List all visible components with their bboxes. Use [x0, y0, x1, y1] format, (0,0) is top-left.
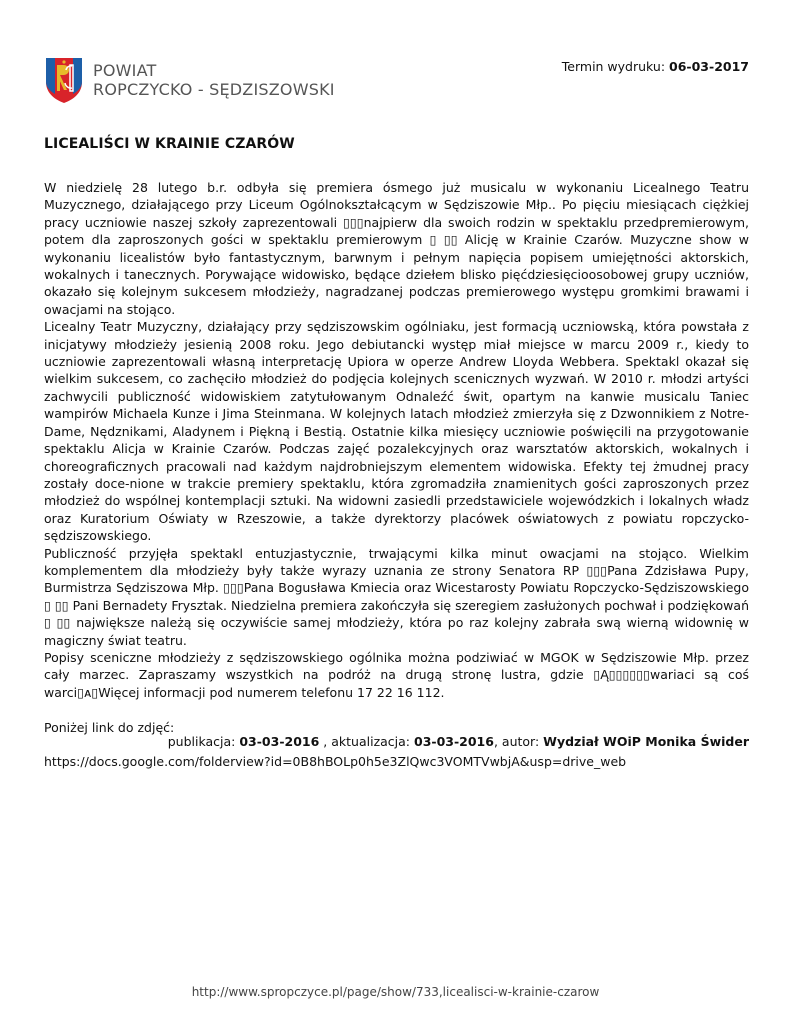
print-date-value: 06-03-2017: [669, 59, 749, 74]
published-label: publikacja:: [167, 734, 236, 749]
publication-meta: [168, 734, 749, 749]
coat-of-arms-logo: [44, 56, 84, 104]
page-header: [44, 56, 749, 106]
article-body: [44, 179, 749, 771]
updated-label: , aktualizacja:: [323, 734, 411, 749]
article-paragraph-2: Licealny Teatr Muzyczny, działający przy sędziszowskim ogólniaku, jest formacją uczniowską, która powstała z inicjatywy młodzieży jesienią 2008 roku. Jego debiutancki występ miał miejsce w marcu 2009 r., kiedy to uczniowie zaprezentowali własną interpretację Upiora w operze Andrew Lloyda Webbera. Spektakl okazał się wielkim sukcesem, co zachęciło młodzież do podjęcia kolejnych scenicznych wyzwań. W 2010 r. młodzi artyści zachwycili publiczność widowiskiem zatytułowanym Odnaleźć świt, opartym na kanwie musicalu Taniec wampirów Michaela Kunze i Jima Steinmana. W kolejnych latach młodzież zmierzyła się z Dzwonnikiem z Notre-Dame, Nędznikami, Aladynem i Piękną i Bestią. Ostatnie kilka miesięcy uczniowie poświęcili na przygotowanie spektaklu Alicja w Krainie Czarów. Podczas zajęć pozalekcyjnych oraz warsztatów aktorskich, wokalnych i choreograficznych pracowali nad każdym najdrobniejszym elementem widowiska. Efekty tej żmudnej pracy zostały doce-nione w trakcie premiery spektaklu, która zgromadziła znamienitych gości zaproszonych przez młodzież do wspólnej kontemplacji sztuki. Na widowni zasiedli przedstawiciele wojewódzkich i lokalnych władz oraz Kuratorium Oświaty w Rzeszowie, a także dyrektorzy placówek oświatowych z powiatu ropczycko-sędziszowskiego.: [44, 319, 749, 544]
article-paragraph-4: Popisy sceniczne młodzieży z sędziszowskiego ogólnika można podziwiać w MGOK w Sędziszowie Młp. przez cały marzec. Zapraszamy wszystkich na podróż na drugą stronę lustra, gdzie ▯Ą▯▯▯▯▯▯wariaci są coś warci▯ᴀ▯Więcej informacji pod numerem telefonu 17 22 16 112.: [44, 649, 749, 700]
brand-line-1: POWIAT: [93, 61, 157, 80]
published-date: 03-03-2016: [239, 734, 320, 749]
photos-label: Poniżej link do zdjęć:: [44, 719, 175, 735]
article-title: LICEALIŚCI W KRAINIE CZARÓW: [44, 136, 295, 152]
author-name: Wydział WOiP Monika Świder: [543, 734, 749, 749]
print-date: [562, 59, 749, 74]
photos-link[interactable]: https://docs.google.com/folderview?id=0B8hBOLp0h5e3ZlQwc3VOMTVwbjA&usp=drive_web: [44, 754, 627, 770]
footer-url: http://www.spropczyce.pl/page/show/733,licealisci-w-krainie-czarow: [191, 985, 600, 999]
brand-name: [93, 61, 335, 99]
author-label: , autor:: [493, 734, 540, 749]
print-date-label: Termin wydruku:: [561, 59, 666, 74]
article-paragraph-3: Publiczność przyjęła spektakl entuzjastycznie, trwającymi kilka minut owacjami na stojąco. Wielkim komplementem dla młodzieży były także wyrazy uznania ze strony Senatora RP ▯▯▯Pana Zdzisława Pupy, Burmistrza Sędziszowa Młp. ▯▯▯Pana Bogusława Kmiecia oraz Wicestarosty Powiatu Ropczycko-Sędziszowskiego ▯ ▯▯ Pani Bernadety Frysztak. Niedzielna premiera zakończyła się szeregiem zasłużonych pochwał i podziękowań ▯ ▯▯ największe należą się oczywiście samej młodzieży, która po raz kolejny zabrała swą wierną widownię w magiczny świat teatru.: [44, 545, 749, 648]
article-paragraph-1: W niedzielę 28 lutego b.r. odbyła się premiera ósmego już musicalu w wykonaniu Licealnego Teatru Muzycznego, działającego przy Liceum Ogólnokształcącym w Sędziszowie Młp.. Po pięciu miesiącach ciężkiej pracy uczniowie naszej szkoły zaprezentowali ▯▯▯najpierw dla swoich rodzin w spektaklu przedpremierowym, potem dla zaproszonych gości w spektaklu premierowym ▯ ▯▯ Alicję w Krainie Czarów. Muzyczne show w wykonaniu licealistów było fantastycznym, barwnym i pełnym napięcia popisem umiejętności aktorskich, wokalnych i tanecznych. Porywające widowisko, będące dziełem blisko pięćdziesięcioosobowej grupy uczniów, okazało się kolejnym sukcesem młodzieży, nagradzanej podczas premierowego występu gromkimi brawami i owacjami na stojąco.: [44, 180, 749, 317]
updated-date: 03-03-2016: [414, 734, 494, 749]
brand-line-2: ROPCZYCKO - SĘDZISZOWSKI: [93, 80, 335, 99]
